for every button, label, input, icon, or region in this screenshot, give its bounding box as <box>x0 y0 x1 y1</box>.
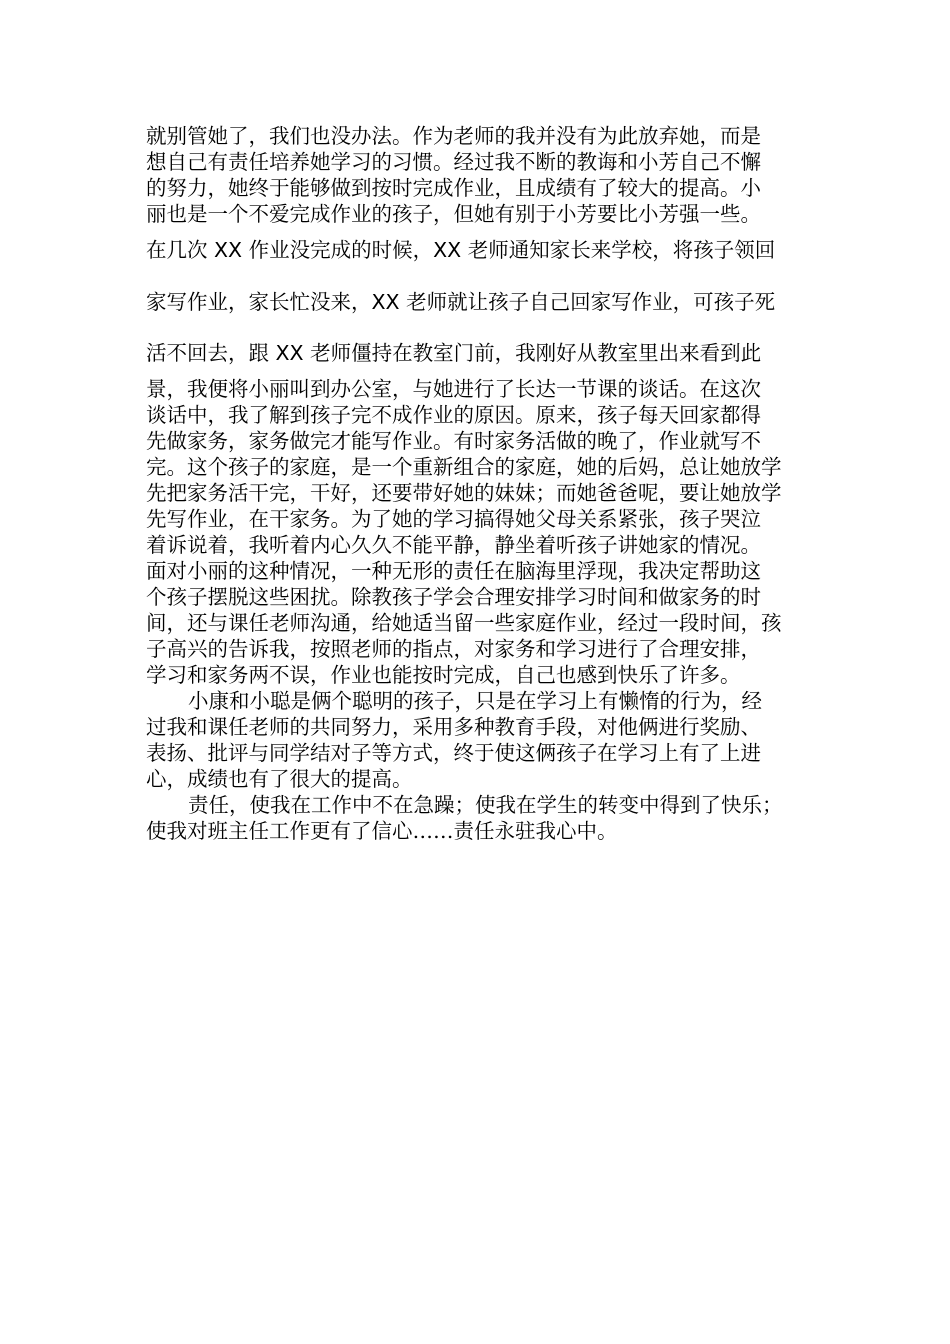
paragraph-line: 先做家务，家务做完才能写作业。有时家务活做的晚了，作业就写不 <box>146 429 761 453</box>
paragraph-line: 谈话中，我了解到孩子完不成作业的原因。原来，孩子每天回家都得 <box>146 403 761 427</box>
paragraph-line: 过我和课任老师的共同努力，采用多种教育手段，对他俩进行奖励、 <box>146 715 761 739</box>
paragraph-line: 的努力，她终于能够做到按时完成作业，且成绩有了较大的提高。小 <box>146 176 761 200</box>
paragraph-line: 小康和小聪是俩个聪明的孩子，只是在学习上有懒惰的行为，经 <box>188 689 762 713</box>
paragraph-line: 责任，使我在工作中不在急躁；使我在学生的转变中得到了快乐； <box>188 793 783 817</box>
paragraph-line: 景，我便将小丽叫到办公室，与她进行了长达一节课的谈话。在这次 <box>146 377 761 401</box>
paragraph-line: 学习和家务两不误，作业也能按时完成，自己也感到快乐了许多。 <box>146 663 741 687</box>
paragraph-line: 子高兴的告诉我，按照老师的指点，对家务和学习进行了合理安排， <box>146 637 761 661</box>
paragraph-line: 就别管她了，我们也没办法。作为老师的我并没有为此放弃她，而是 <box>146 124 761 148</box>
paragraph-line: 面对小丽的这种情况，一种无形的责任在脑海里浮现，我决定帮助这 <box>146 559 761 583</box>
paragraph-line: 着诉说着，我听着内心久久不能平静，静坐着听孩子讲她家的情况。 <box>146 533 761 557</box>
paragraph-line: 家写作业，家长忙没来，XX 老师就让孩子自己回家写作业，可孩子死 <box>146 290 776 314</box>
paragraph-line: 使我对班主任工作更有了信心……责任永驻我心中。 <box>146 819 618 843</box>
paragraph-line: 先把家务活干完，干好，还要带好她的妹妹；而她爸爸呢，要让她放学 <box>146 481 782 505</box>
paragraph-line: 活不回去，跟 XX 老师僵持在教室门前，我刚好从教室里出来看到此 <box>146 341 762 365</box>
paragraph-line: 心，成绩也有了很大的提高。 <box>146 767 413 791</box>
paragraph-line: 表扬、批评与同学结对子等方式，终于使这俩孩子在学习上有了上进 <box>146 741 761 765</box>
paragraph-line: 想自己有责任培养她学习的习惯。经过我不断的教诲和小芳自己不懈 <box>146 150 761 174</box>
paragraph-line: 完。这个孩子的家庭，是一个重新组合的家庭，她的后妈，总让她放学 <box>146 455 782 479</box>
paragraph-line: 丽也是一个不爱完成作业的孩子，但她有别于小芳要比小芳强一些。 <box>146 202 761 226</box>
paragraph-line: 个孩子摆脱这些困扰。除教孩子学会合理安排学习时间和做家务的时 <box>146 585 761 609</box>
paragraph-line: 在几次 XX 作业没完成的时候，XX 老师通知家长来学校，将孩子领回 <box>146 238 776 262</box>
paragraph-line: 间，还与课任老师沟通，给她适当留一些家庭作业，经过一段时间，孩 <box>146 611 782 635</box>
paragraph-line: 先写作业，在干家务。为了她的学习搞得她父母关系紧张，孩子哭泣 <box>146 507 761 531</box>
